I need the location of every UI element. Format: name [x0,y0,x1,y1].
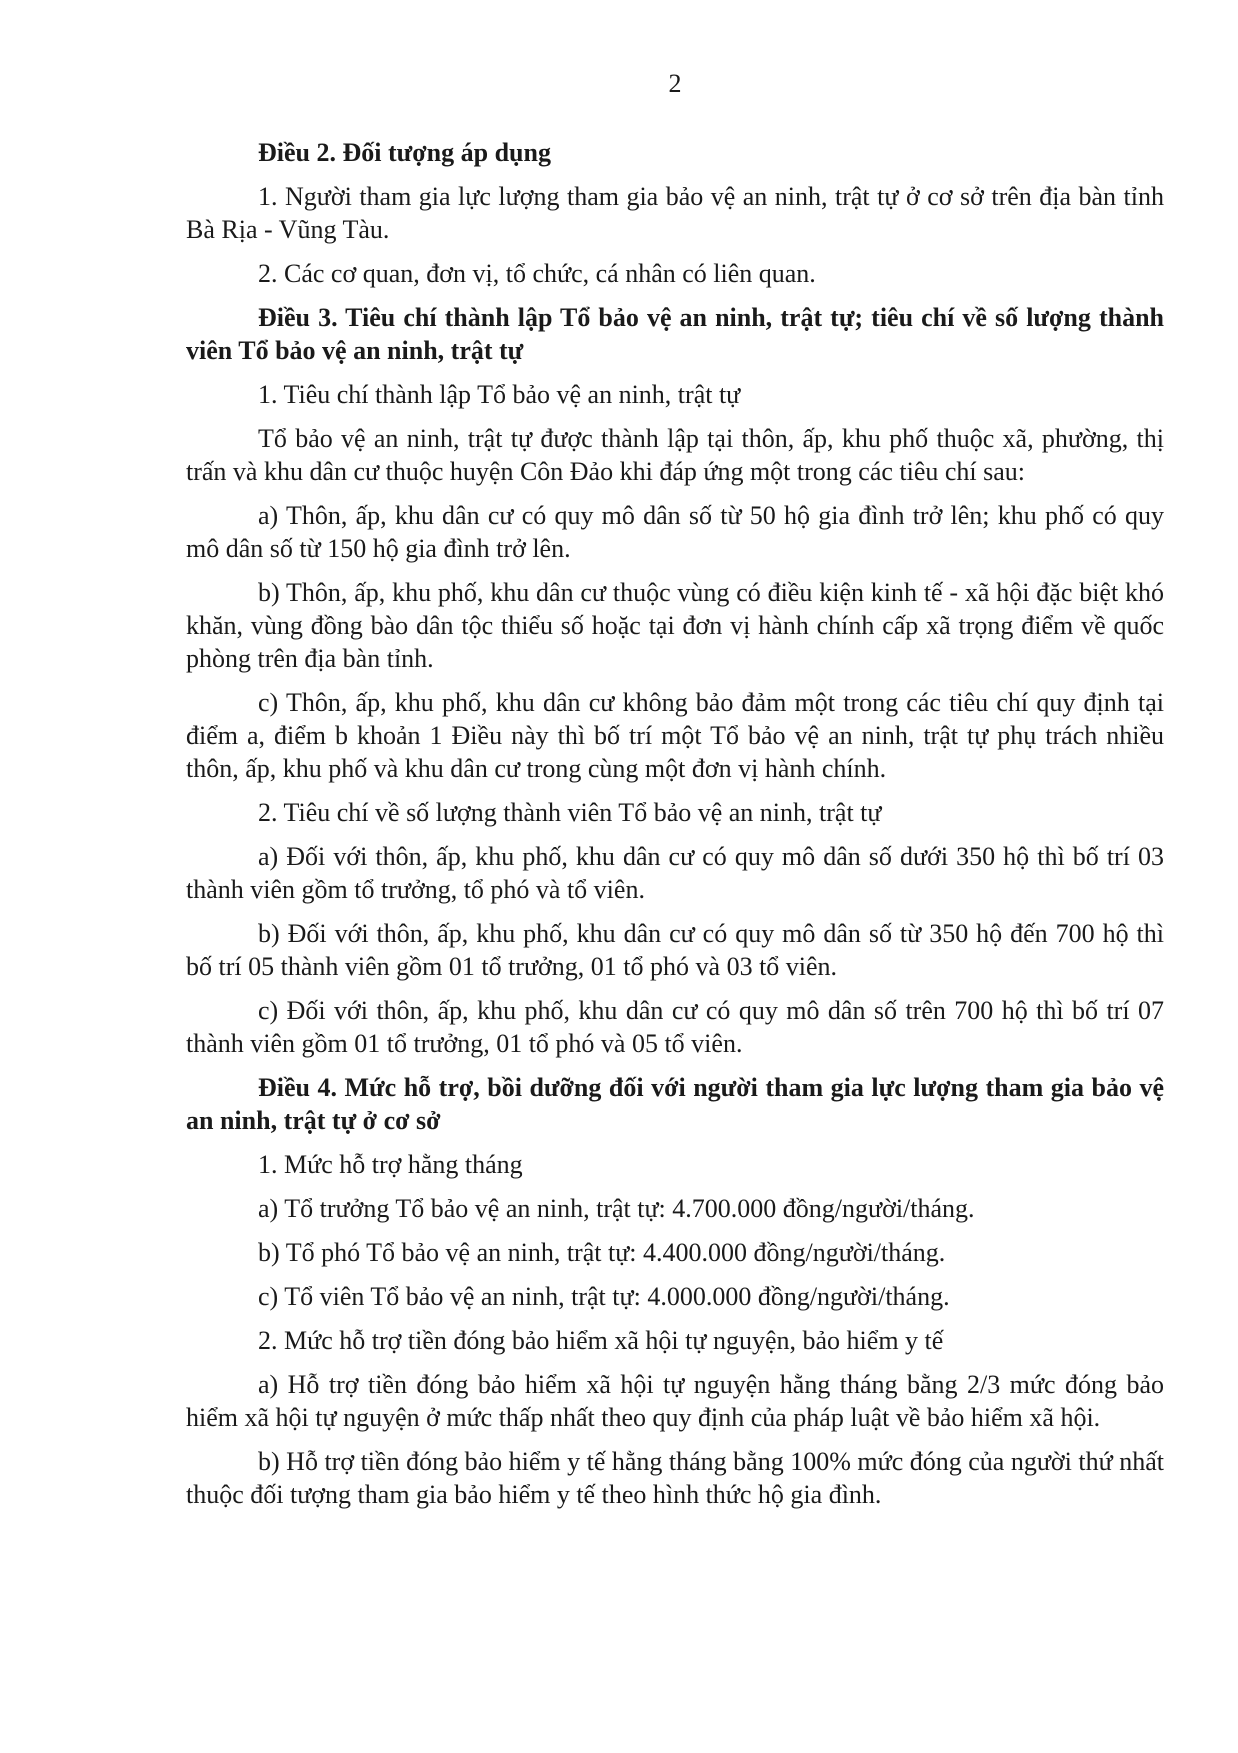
article-3-item: b) Thôn, ấp, khu phố, khu dân cư thuộc vùng có điều kiện kinh tế - xã hội đặc biệt khó khăn, vùng đồng bào dân tộc thiểu số hoặc tại đơn vị hành chính cấp xã trọng điểm về quốc phòng trên địa bàn tỉnh. [186,578,1164,673]
article-3-item: a) Thôn, ấp, khu dân cư có quy mô dân số từ 50 hộ gia đình trở lên; khu phố có quy mô dân số từ 150 hộ gia đình trở lên. [186,501,1164,563]
article-2-item: 2. Các cơ quan, đơn vị, tổ chức, cá nhân có liên quan. [258,259,816,288]
article-4-item: 2. Mức hỗ trợ tiền đóng bảo hiểm xã hội tự nguyện, bảo hiểm y tế [258,1326,944,1355]
article-3-item: 2. Tiêu chí về số lượng thành viên Tổ bảo vệ an ninh, trật tự [258,798,882,827]
article-4-item: a) Hỗ trợ tiền đóng bảo hiểm xã hội tự nguyện hằng tháng bằng 2/3 mức đóng bảo hiểm xã hội tự nguyện ở mức thấp nhất theo quy định của pháp luật về bảo hiểm xã hội. [186,1370,1164,1432]
article-2-title: Điều 2. Đối tượng áp dụng [258,138,551,167]
article-2-item: 1. Người tham gia lực lượng tham gia bảo vệ an ninh, trật tự ở cơ sở trên địa bàn tỉnh Bà Rịa - Vũng Tàu. [186,182,1164,244]
article-4-item: a) Tổ trưởng Tổ bảo vệ an ninh, trật tự: 4.700.000 đồng/người/tháng. [258,1194,975,1223]
article-4-item: b) Hỗ trợ tiền đóng bảo hiểm y tế hằng tháng bằng 100% mức đóng của người thứ nhất thuộc đối tượng tham gia bảo hiểm y tế theo hình thức hộ gia đình. [186,1447,1164,1509]
document-body [186,136,1164,1522]
article-3-item: 1. Tiêu chí thành lập Tổ bảo vệ an ninh, trật tự [258,380,741,409]
article-3-item: Tổ bảo vệ an ninh, trật tự được thành lập tại thôn, ấp, khu phố thuộc xã, phường, thị trấn và khu dân cư thuộc huyện Côn Đảo khi đáp ứng một trong các tiêu chí sau: [186,424,1164,486]
article-3-item: c) Đối với thôn, ấp, khu phố, khu dân cư có quy mô dân số trên 700 hộ thì bố trí 07 thành viên gồm 01 tổ trưởng, 01 tổ phó và 05 tổ viên. [186,996,1164,1058]
page-number: 2 [668,69,682,98]
article-4-item: c) Tổ viên Tổ bảo vệ an ninh, trật tự: 4.000.000 đồng/người/tháng. [258,1282,950,1311]
article-3-title: Điều 3. Tiêu chí thành lập Tổ bảo vệ an ninh, trật tự; tiêu chí về số lượng thành viên Tổ bảo vệ an ninh, trật tự [186,303,1164,365]
article-4-item: b) Tổ phó Tổ bảo vệ an ninh, trật tự: 4.400.000 đồng/người/tháng. [258,1238,946,1267]
article-4-item: 1. Mức hỗ trợ hằng tháng [258,1150,523,1179]
article-3-item: b) Đối với thôn, ấp, khu phố, khu dân cư có quy mô dân số từ 350 hộ đến 700 hộ thì bố trí 05 thành viên gồm 01 tổ trưởng, 01 tổ phó và 03 tổ viên. [186,919,1164,981]
article-3-item: c) Thôn, ấp, khu phố, khu dân cư không bảo đảm một trong các tiêu chí quy định tại điểm a, điểm b khoản 1 Điều này thì bố trí một Tổ bảo vệ an ninh, trật tự phụ trách nhiều thôn, ấp, khu phố và khu dân cư trong cùng một đơn vị hành chính. [186,688,1164,783]
article-3-item: a) Đối với thôn, ấp, khu phố, khu dân cư có quy mô dân số dưới 350 hộ thì bố trí 03 thành viên gồm tổ trưởng, tổ phó và tổ viên. [186,842,1164,904]
article-4-title: Điều 4. Mức hỗ trợ, bồi dưỡng đối với người tham gia lực lượng tham gia bảo vệ an ninh, trật tự ở cơ sở [186,1073,1164,1135]
